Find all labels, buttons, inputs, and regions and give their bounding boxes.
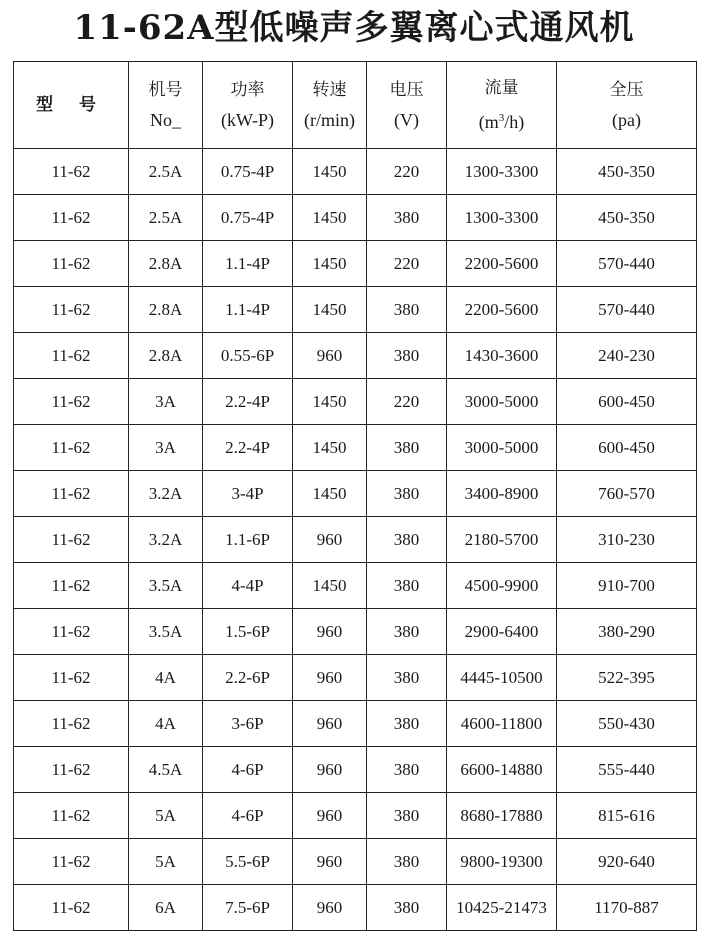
- cell-power: 2.2-6P: [203, 655, 293, 701]
- cell-voltage: 380: [367, 793, 447, 839]
- cell-power: 1.5-6P: [203, 609, 293, 655]
- cell-model: 11-62: [14, 747, 129, 793]
- cell-model: 11-62: [14, 379, 129, 425]
- cell-flow: 4500-9900: [447, 563, 557, 609]
- header-power: [203, 62, 293, 149]
- cell-power: 3-6P: [203, 701, 293, 747]
- cell-voltage: 380: [367, 425, 447, 471]
- table-row: [14, 149, 697, 195]
- cell-pressure: 1170-887: [557, 885, 697, 931]
- header-voltage-label: 电压: [389, 80, 424, 100]
- table-row: [14, 839, 697, 885]
- cell-fan-no: 5A: [129, 793, 203, 839]
- table-row: [14, 609, 697, 655]
- table-row: [14, 241, 697, 287]
- cell-power: 4-6P: [203, 793, 293, 839]
- cell-power: 0.75-4P: [203, 149, 293, 195]
- cell-pressure: 920-640: [557, 839, 697, 885]
- cell-pressure: 240-230: [557, 333, 697, 379]
- header-fan-no: [129, 62, 203, 149]
- cell-speed: 1450: [293, 149, 367, 195]
- cell-voltage: 380: [367, 195, 447, 241]
- table-row: [14, 195, 697, 241]
- header-flow-unit: $(m^3/h)$: [478, 112, 525, 132]
- cell-pressure: 522-395: [557, 655, 697, 701]
- cell-model: 11-62: [14, 793, 129, 839]
- cell-speed: 960: [293, 655, 367, 701]
- header-fan-no-unit: No_: [150, 110, 181, 130]
- header-voltage-unit: (V): [394, 110, 419, 130]
- cell-flow: 1300-3300: [447, 149, 557, 195]
- cell-voltage: 380: [367, 655, 447, 701]
- cell-speed: 960: [293, 609, 367, 655]
- cell-model: 11-62: [14, 149, 129, 195]
- cell-model: 11-62: [14, 287, 129, 333]
- cell-pressure: 760-570: [557, 471, 697, 517]
- cell-model: 11-62: [14, 425, 129, 471]
- header-pressure-label: 全压: [609, 80, 644, 100]
- header-power-label: 功率: [230, 80, 265, 100]
- cell-speed: 960: [293, 793, 367, 839]
- cell-power: 7.5-6P: [203, 885, 293, 931]
- cell-model: 11-62: [14, 333, 129, 379]
- header-speed-label: 转速: [312, 80, 347, 100]
- cell-fan-no: 2.5A: [129, 195, 203, 241]
- cell-power: 1.1-4P: [203, 241, 293, 287]
- table-row: [14, 425, 697, 471]
- cell-fan-no: 3.5A: [129, 563, 203, 609]
- cell-fan-no: 4.5A: [129, 747, 203, 793]
- cell-voltage: 220: [367, 241, 447, 287]
- cell-voltage: 380: [367, 747, 447, 793]
- cell-flow: 8680-17880: [447, 793, 557, 839]
- cell-flow: 10425-21473: [447, 885, 557, 931]
- cell-power: 4-6P: [203, 747, 293, 793]
- cell-voltage: 380: [367, 609, 447, 655]
- cell-flow: 1300-3300: [447, 195, 557, 241]
- header-fan-no-label: 机号: [148, 80, 183, 100]
- cell-fan-no: 2.8A: [129, 333, 203, 379]
- cell-power: 4-4P: [203, 563, 293, 609]
- cell-flow: 3400-8900: [447, 471, 557, 517]
- cell-power: 2.2-4P: [203, 425, 293, 471]
- table-row: [14, 655, 697, 701]
- cell-flow: 3000-5000: [447, 425, 557, 471]
- cell-pressure: 815-616: [557, 793, 697, 839]
- cell-model: 11-62: [14, 517, 129, 563]
- table-body: [14, 149, 697, 931]
- cell-voltage: 380: [367, 333, 447, 379]
- cell-voltage: 380: [367, 471, 447, 517]
- cell-pressure: 380-290: [557, 609, 697, 655]
- table-row: [14, 793, 697, 839]
- cell-speed: 960: [293, 747, 367, 793]
- cell-pressure: 310-230: [557, 517, 697, 563]
- cell-fan-no: 3A: [129, 425, 203, 471]
- cell-fan-no: 3A: [129, 379, 203, 425]
- cell-pressure: 600-450: [557, 425, 697, 471]
- cell-pressure: 570-440: [557, 287, 697, 333]
- spec-table: [13, 61, 697, 931]
- cell-voltage: 380: [367, 563, 447, 609]
- cell-speed: 960: [293, 839, 367, 885]
- cell-power: 0.55-6P: [203, 333, 293, 379]
- table-row: [14, 333, 697, 379]
- header-speed: [293, 62, 367, 149]
- cell-pressure: 450-350: [557, 149, 697, 195]
- cell-voltage: 380: [367, 287, 447, 333]
- cell-power: 1.1-6P: [203, 517, 293, 563]
- cell-model: 11-62: [14, 563, 129, 609]
- cell-fan-no: 6A: [129, 885, 203, 931]
- cell-fan-no: 2.8A: [129, 287, 203, 333]
- cell-speed: 960: [293, 517, 367, 563]
- cell-speed: 1450: [293, 195, 367, 241]
- table-row: [14, 379, 697, 425]
- cell-flow: 6600-14880: [447, 747, 557, 793]
- cell-model: 11-62: [14, 885, 129, 931]
- header-power-unit: (kW-P): [221, 110, 274, 130]
- cell-power: 1.1-4P: [203, 287, 293, 333]
- cell-pressure: 550-430: [557, 701, 697, 747]
- cell-pressure: 450-350: [557, 195, 697, 241]
- cell-pressure: 910-700: [557, 563, 697, 609]
- cell-fan-no: 5A: [129, 839, 203, 885]
- cell-flow: 2200-5600: [447, 287, 557, 333]
- table-row: [14, 563, 697, 609]
- cell-model: 11-62: [14, 195, 129, 241]
- cell-speed: 1450: [293, 471, 367, 517]
- table-row: [14, 747, 697, 793]
- table-row: [14, 517, 697, 563]
- table-row: [14, 287, 697, 333]
- cell-voltage: 220: [367, 149, 447, 195]
- cell-power: 3-4P: [203, 471, 293, 517]
- cell-speed: 1450: [293, 379, 367, 425]
- header-pressure: [557, 62, 697, 149]
- table-row: [14, 885, 697, 931]
- cell-voltage: 380: [367, 517, 447, 563]
- cell-model: 11-62: [14, 471, 129, 517]
- cell-fan-no: 3.5A: [129, 609, 203, 655]
- cell-flow: 2900-6400: [447, 609, 557, 655]
- cell-pressure: 570-440: [557, 241, 697, 287]
- cell-model: 11-62: [14, 609, 129, 655]
- cell-speed: 1450: [293, 241, 367, 287]
- cell-fan-no: 4A: [129, 655, 203, 701]
- cell-power: 2.2-4P: [203, 379, 293, 425]
- header-pressure-unit: (pa): [612, 110, 641, 130]
- cell-voltage: 380: [367, 885, 447, 931]
- cell-model: 11-62: [14, 701, 129, 747]
- cell-pressure: 555-440: [557, 747, 697, 793]
- header-flow: [447, 62, 557, 149]
- cell-speed: 960: [293, 885, 367, 931]
- cell-speed: 1450: [293, 425, 367, 471]
- cell-fan-no: 3.2A: [129, 471, 203, 517]
- cell-power: 5.5-6P: [203, 839, 293, 885]
- cell-power: 0.75-4P: [203, 195, 293, 241]
- cell-fan-no: 3.2A: [129, 517, 203, 563]
- cell-speed: 1450: [293, 287, 367, 333]
- cell-model: 11-62: [14, 241, 129, 287]
- cell-flow: 4445-10500: [447, 655, 557, 701]
- cell-flow: 1430-3600: [447, 333, 557, 379]
- cell-speed: 1450: [293, 563, 367, 609]
- cell-voltage: 380: [367, 701, 447, 747]
- cell-speed: 960: [293, 333, 367, 379]
- cell-fan-no: 4A: [129, 701, 203, 747]
- cell-fan-no: 2.5A: [129, 149, 203, 195]
- cell-flow: 2180-5700: [447, 517, 557, 563]
- header-model: [14, 62, 129, 149]
- cell-voltage: 220: [367, 379, 447, 425]
- header-model-label: 型 号: [36, 95, 106, 115]
- cell-speed: 960: [293, 701, 367, 747]
- header-voltage: [367, 62, 447, 149]
- header-flow-label: 流量: [484, 78, 519, 98]
- cell-flow: 2200-5600: [447, 241, 557, 287]
- table-row: [14, 701, 697, 747]
- cell-voltage: 380: [367, 839, 447, 885]
- cell-fan-no: 2.8A: [129, 241, 203, 287]
- cell-flow: 3000-5000: [447, 379, 557, 425]
- cell-flow: 9800-19300: [447, 839, 557, 885]
- cell-flow: 4600-11800: [447, 701, 557, 747]
- page-title: 11-62A型低噪声多翼离心式通风机: [73, 8, 635, 48]
- table-header: [14, 62, 697, 149]
- table-row: [14, 471, 697, 517]
- cell-model: 11-62: [14, 655, 129, 701]
- cell-pressure: 600-450: [557, 379, 697, 425]
- cell-model: 11-62: [14, 839, 129, 885]
- header-speed-unit: (r/min): [304, 110, 355, 130]
- header-row: [14, 62, 697, 149]
